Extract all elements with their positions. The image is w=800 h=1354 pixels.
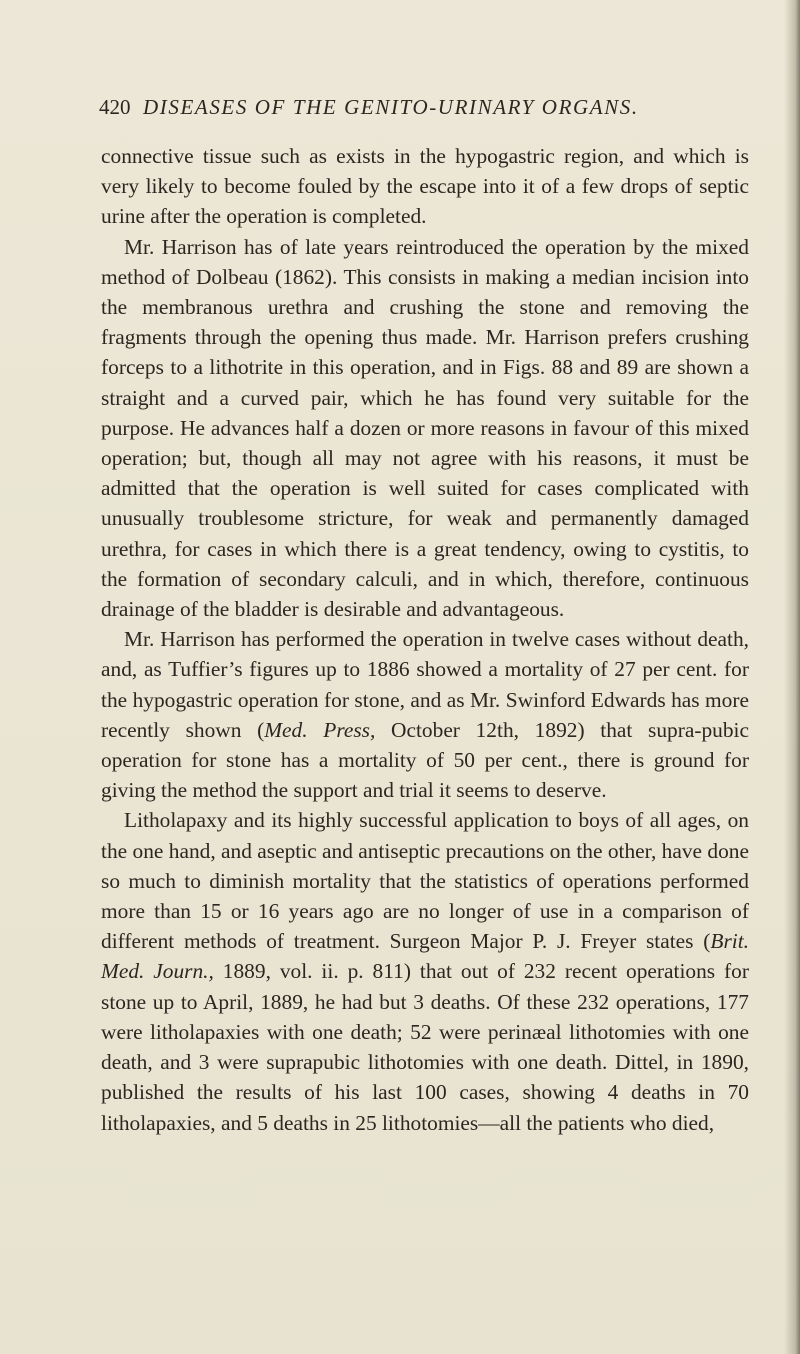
paragraph	[101, 141, 749, 232]
paragraph-text: Mr. Harrison has performed the operation in twelve cases without death, and, as Tuffier’s figures up to 1886 showed a mortality of 27 per cent. for the hypogastric operation for stone, and as Mr. Swinford Edwards has more recently shown (	[101, 627, 749, 742]
paragraph-text: connective tissue such as exists in the hypogastric region, and which is very likely to become fouled by the escape into it of a few drops of septic urine after the operation is completed.	[101, 144, 749, 229]
page-edge-shadow	[784, 0, 800, 1354]
paragraph-text: October 12th, 1892) that supra-pubic operation for stone has a mortality of 50 per cent., there is ground for giving the method the support and trial it seems to deserve.	[101, 717, 749, 803]
page-number: 420	[99, 95, 131, 119]
paragraph-text: Mr. Harrison has of late years reintroduced the operation by the mixed method of Dolbeau (1862). This consists in making a median incision into the membranous urethra and crushing the stone and removing the fragments through the opening thus made. Mr. Harrison prefers crushing forceps to a lithotrite in this operation, and in Figs. 88 and 89 are shown a straight and a curved pair, which he has found very suitable for the purpose. He advances half a dozen or more reasons in favour of this mixed operation; but, though all may not agree with his reasons, it must be admitted that the operation is well suited for cases complicated with unusually troublesome stricture, for weak and permanently damaged urethra, for cases in which there is a great tendency, owing to cystitis, to the formation of secondary calculi, and in which, therefore, continuous drainage of the bladder is desirable and advantageous.	[101, 234, 749, 622]
page-header	[99, 92, 719, 122]
citation-italic: Brit. Med. Journ.,	[101, 929, 749, 984]
citation-italic: Med. Press,	[264, 717, 376, 742]
paragraph	[101, 805, 749, 1137]
paragraph	[101, 232, 749, 625]
body-text	[101, 141, 749, 1138]
paragraph-text: Litholapaxy and its highly successful application to boys of all ages, on the one hand, and aseptic and antiseptic precautions on the other, have done so much to diminish mortality that the statistics of operations performed more than 15 or 16 years ago are no longer of use in a comparison of different methods of treatment. Surgeon Major P. J. Freyer states (	[101, 808, 749, 954]
running-title: DISEASES OF THE GENITO-URINARY ORGANS.	[143, 95, 639, 119]
paragraph-text: 1889, vol. ii. p. 811) that out of 232 recent operations for stone up to April, 1889, he had but 3 deaths. Of these 232 operations, 177 were litholapaxies with one death; 52 were perinæal lithotomies with one death, and 3 were suprapubic lithotomies with one death. Dittel, in 1890, published the results of his last 100 cases, showing 4 deaths in 70 litholapaxies, and 5 deaths in 25 lithotomies—all the patients who died,	[101, 959, 749, 1135]
paragraph	[101, 624, 749, 805]
